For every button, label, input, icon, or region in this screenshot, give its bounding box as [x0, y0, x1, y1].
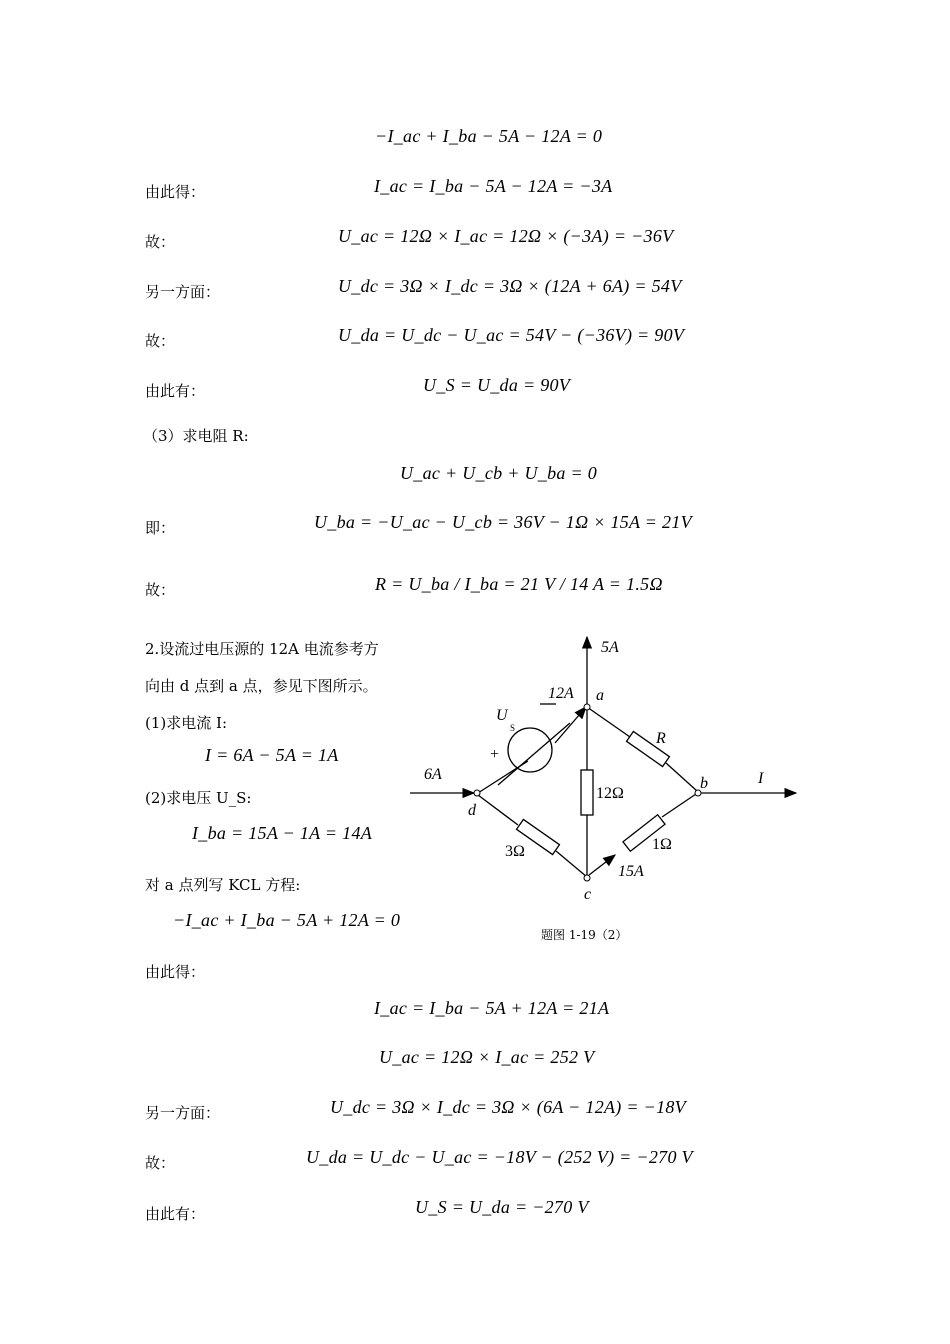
- label-hence: 由此有：: [145, 382, 206, 400]
- label-node-a: a: [596, 687, 604, 704]
- label-5a: 5A: [601, 639, 619, 656]
- label-so: 故：: [145, 233, 176, 251]
- wire-a-r: [587, 707, 630, 737]
- equation-uac: U_ac = 12Ω × I_ac = 12Ω × (−3A) = −36V: [338, 226, 674, 246]
- label-12a: 12A: [548, 685, 574, 702]
- step-find-voltage: (2)求电压 U_S:: [145, 789, 252, 807]
- equation-kcl: −I_ac + I_ba − 5A − 12A = 0: [375, 126, 603, 146]
- label-node-c: c: [584, 886, 592, 903]
- label-15a: 15A: [618, 863, 644, 880]
- label-plus: +: [490, 746, 500, 763]
- wire-source-a-arrow: [555, 707, 586, 743]
- resistor-12ohm: [581, 770, 593, 815]
- step-find-current: (1)求电流 I:: [145, 714, 227, 732]
- equation-udc-2: U_dc = 3Ω × I_dc = 3Ω × (6A − 12A) = −18V: [330, 1097, 686, 1117]
- equation-iac-2: I_ac = I_ba − 5A + 12A = 21A: [374, 998, 610, 1018]
- intro-line-1: 2.设流过电压源的 12A 电流参考方: [145, 640, 379, 658]
- label-node-b: b: [700, 775, 708, 792]
- equation-i: I = 6A − 5A = 1A: [205, 745, 339, 765]
- label-thus: 由此得：: [145, 183, 206, 201]
- label-node-d: d: [468, 802, 476, 819]
- label-so: 故：: [145, 1154, 176, 1172]
- equation-r: R = U_ba / I_ba = 21 V / 14 A = 1.5Ω: [375, 574, 663, 594]
- wire-3ohm-c: [556, 851, 587, 877]
- node-d-dot: [474, 790, 480, 796]
- equation-udc: U_dc = 3Ω × I_dc = 3Ω × (12A + 6A) = 54V: [338, 276, 682, 296]
- equation-uda-2: U_da = U_dc − U_ac = −18V − (252 V) = −270 V: [306, 1147, 693, 1167]
- wire-r-b: [666, 763, 697, 791]
- label-1ohm: 1Ω: [652, 836, 672, 853]
- figure-caption: 题图 1-19（2）: [541, 928, 628, 942]
- label-us-sub: S: [510, 723, 516, 733]
- label-so: 故：: [145, 581, 176, 599]
- label-other-hand: 另一方面：: [145, 283, 221, 301]
- equation-iac: I_ac = I_ba − 5A − 12A = −3A: [374, 176, 613, 196]
- equation-iba: I_ba = 15A − 1A = 14A: [192, 823, 373, 843]
- equation-uba: U_ba = −U_ac − U_cb = 36V − 1Ω × 15A = 21V: [314, 512, 692, 532]
- equation-uac-2: U_ac = 12Ω × I_ac = 252 V: [379, 1047, 595, 1067]
- label-r: R: [656, 730, 666, 747]
- label-so: 故：: [145, 332, 176, 350]
- label-12ohm: 12Ω: [596, 785, 624, 802]
- equation-kvl: U_ac + U_cb + U_ba = 0: [400, 463, 598, 483]
- wire-1ohm-b: [662, 794, 696, 817]
- node-c-dot: [584, 875, 590, 881]
- node-a-dot: [584, 704, 590, 710]
- circuit-diagram: [400, 625, 810, 945]
- label-i: I: [758, 770, 764, 787]
- label-other-hand: 另一方面：: [145, 1104, 221, 1122]
- label-6a: 6A: [424, 766, 442, 783]
- voltage-source: [508, 728, 552, 772]
- wire-d-3ohm: [478, 795, 518, 825]
- wire-c-1ohm-arrow: [589, 855, 615, 875]
- label-that-is: 即：: [145, 519, 176, 537]
- label-hence: 由此有：: [145, 1205, 206, 1223]
- label-us: U: [496, 707, 508, 724]
- heading-find-r: （3）求电阻 R:: [143, 427, 249, 445]
- equation-us: U_S = U_da = 90V: [423, 375, 571, 395]
- equation-us-2: U_S = U_da = −270 V: [415, 1197, 589, 1217]
- kcl-statement: 对 a 点列写 KCL 方程:: [145, 876, 301, 894]
- label-3ohm: 3Ω: [505, 843, 525, 860]
- label-thus: 由此得：: [145, 963, 206, 981]
- equation-kcl-2: −I_ac + I_ba − 5A + 12A = 0: [173, 910, 401, 930]
- intro-line-2: 向由 d 点到 a 点，参见下图所示。: [145, 677, 378, 695]
- equation-uda: U_da = U_dc − U_ac = 54V − (−36V) = 90V: [338, 325, 685, 345]
